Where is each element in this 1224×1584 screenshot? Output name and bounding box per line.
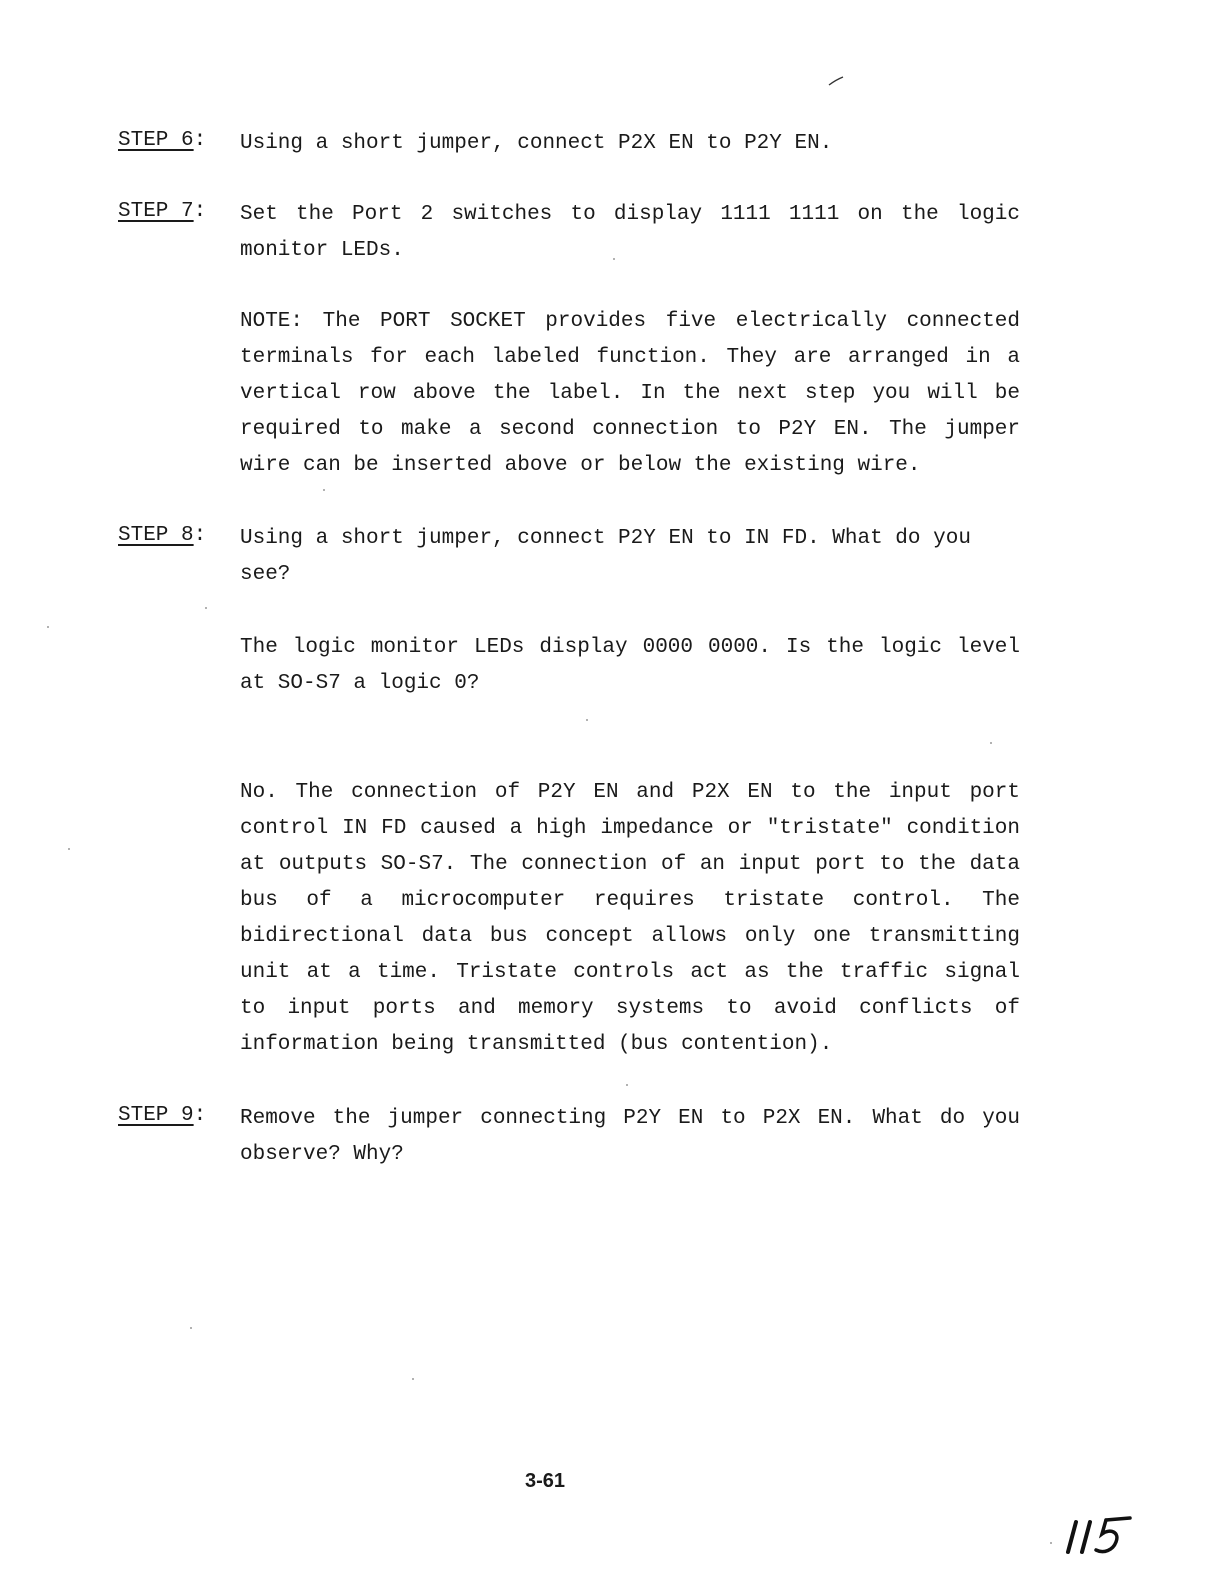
scan-speck (205, 607, 207, 609)
note-paragraph: NOTE: The PORT SOCKET provides five electrically connected terminals for each labeled function. They are arranged in a vertical row above the label. In the next step you will be required to make a second connection to P2Y EN. The jumper wire can be inserted above or below the existing wire. (240, 310, 1020, 477)
step-6-text: Using a short jumper, connect P2X EN to P2Y EN. (240, 132, 833, 155)
scan-speck (323, 489, 325, 491)
step-8-observation: The logic monitor LEDs display 0000 0000. Is the logic level at SO-S7 a logic 0? (240, 636, 1020, 695)
scan-speck (1050, 1542, 1052, 1544)
step-7-text: Set the Port 2 switches to display 1111 1111 on the logic monitor LEDs. (240, 203, 1020, 262)
scan-speck (626, 1084, 628, 1086)
scan-speck (613, 258, 615, 260)
step-8-label: STEP 8: (118, 524, 207, 547)
scan-speck (412, 1378, 414, 1380)
scan-speck (47, 626, 49, 628)
page-number: 3-61 (524, 1470, 566, 1492)
step-9-text: Remove the jumper connecting P2Y EN to P2X EN. What do you observe? Why? (240, 1107, 1020, 1166)
step-9-label: STEP 9: (118, 1104, 207, 1127)
pen-mark (828, 76, 844, 86)
step-8-text: Using a short jumper, connect P2Y EN to IN FD. What do you see? (240, 527, 971, 586)
handwritten-page-number (1064, 1510, 1144, 1560)
scan-speck (190, 1327, 192, 1329)
scan-speck (586, 719, 588, 721)
step-8-explanation: No. The connection of P2Y EN and P2X EN to the input port control IN FD caused a high impedance or "tristate" condition at outputs SO-S7. The connection of an input port to the data bus of a microcomputer requires tristate control. The bidirectional data bus concept allows only one transmitting unit at a time. Tristate controls act as the traffic signal to input ports and memory systems to avoid conflicts of information being transmitted (bus contention). (240, 781, 1020, 1056)
scan-speck (990, 742, 992, 744)
scan-speck (68, 848, 70, 850)
step-6-label: STEP 6: (118, 129, 207, 152)
step-7-label: STEP 7: (118, 200, 207, 223)
